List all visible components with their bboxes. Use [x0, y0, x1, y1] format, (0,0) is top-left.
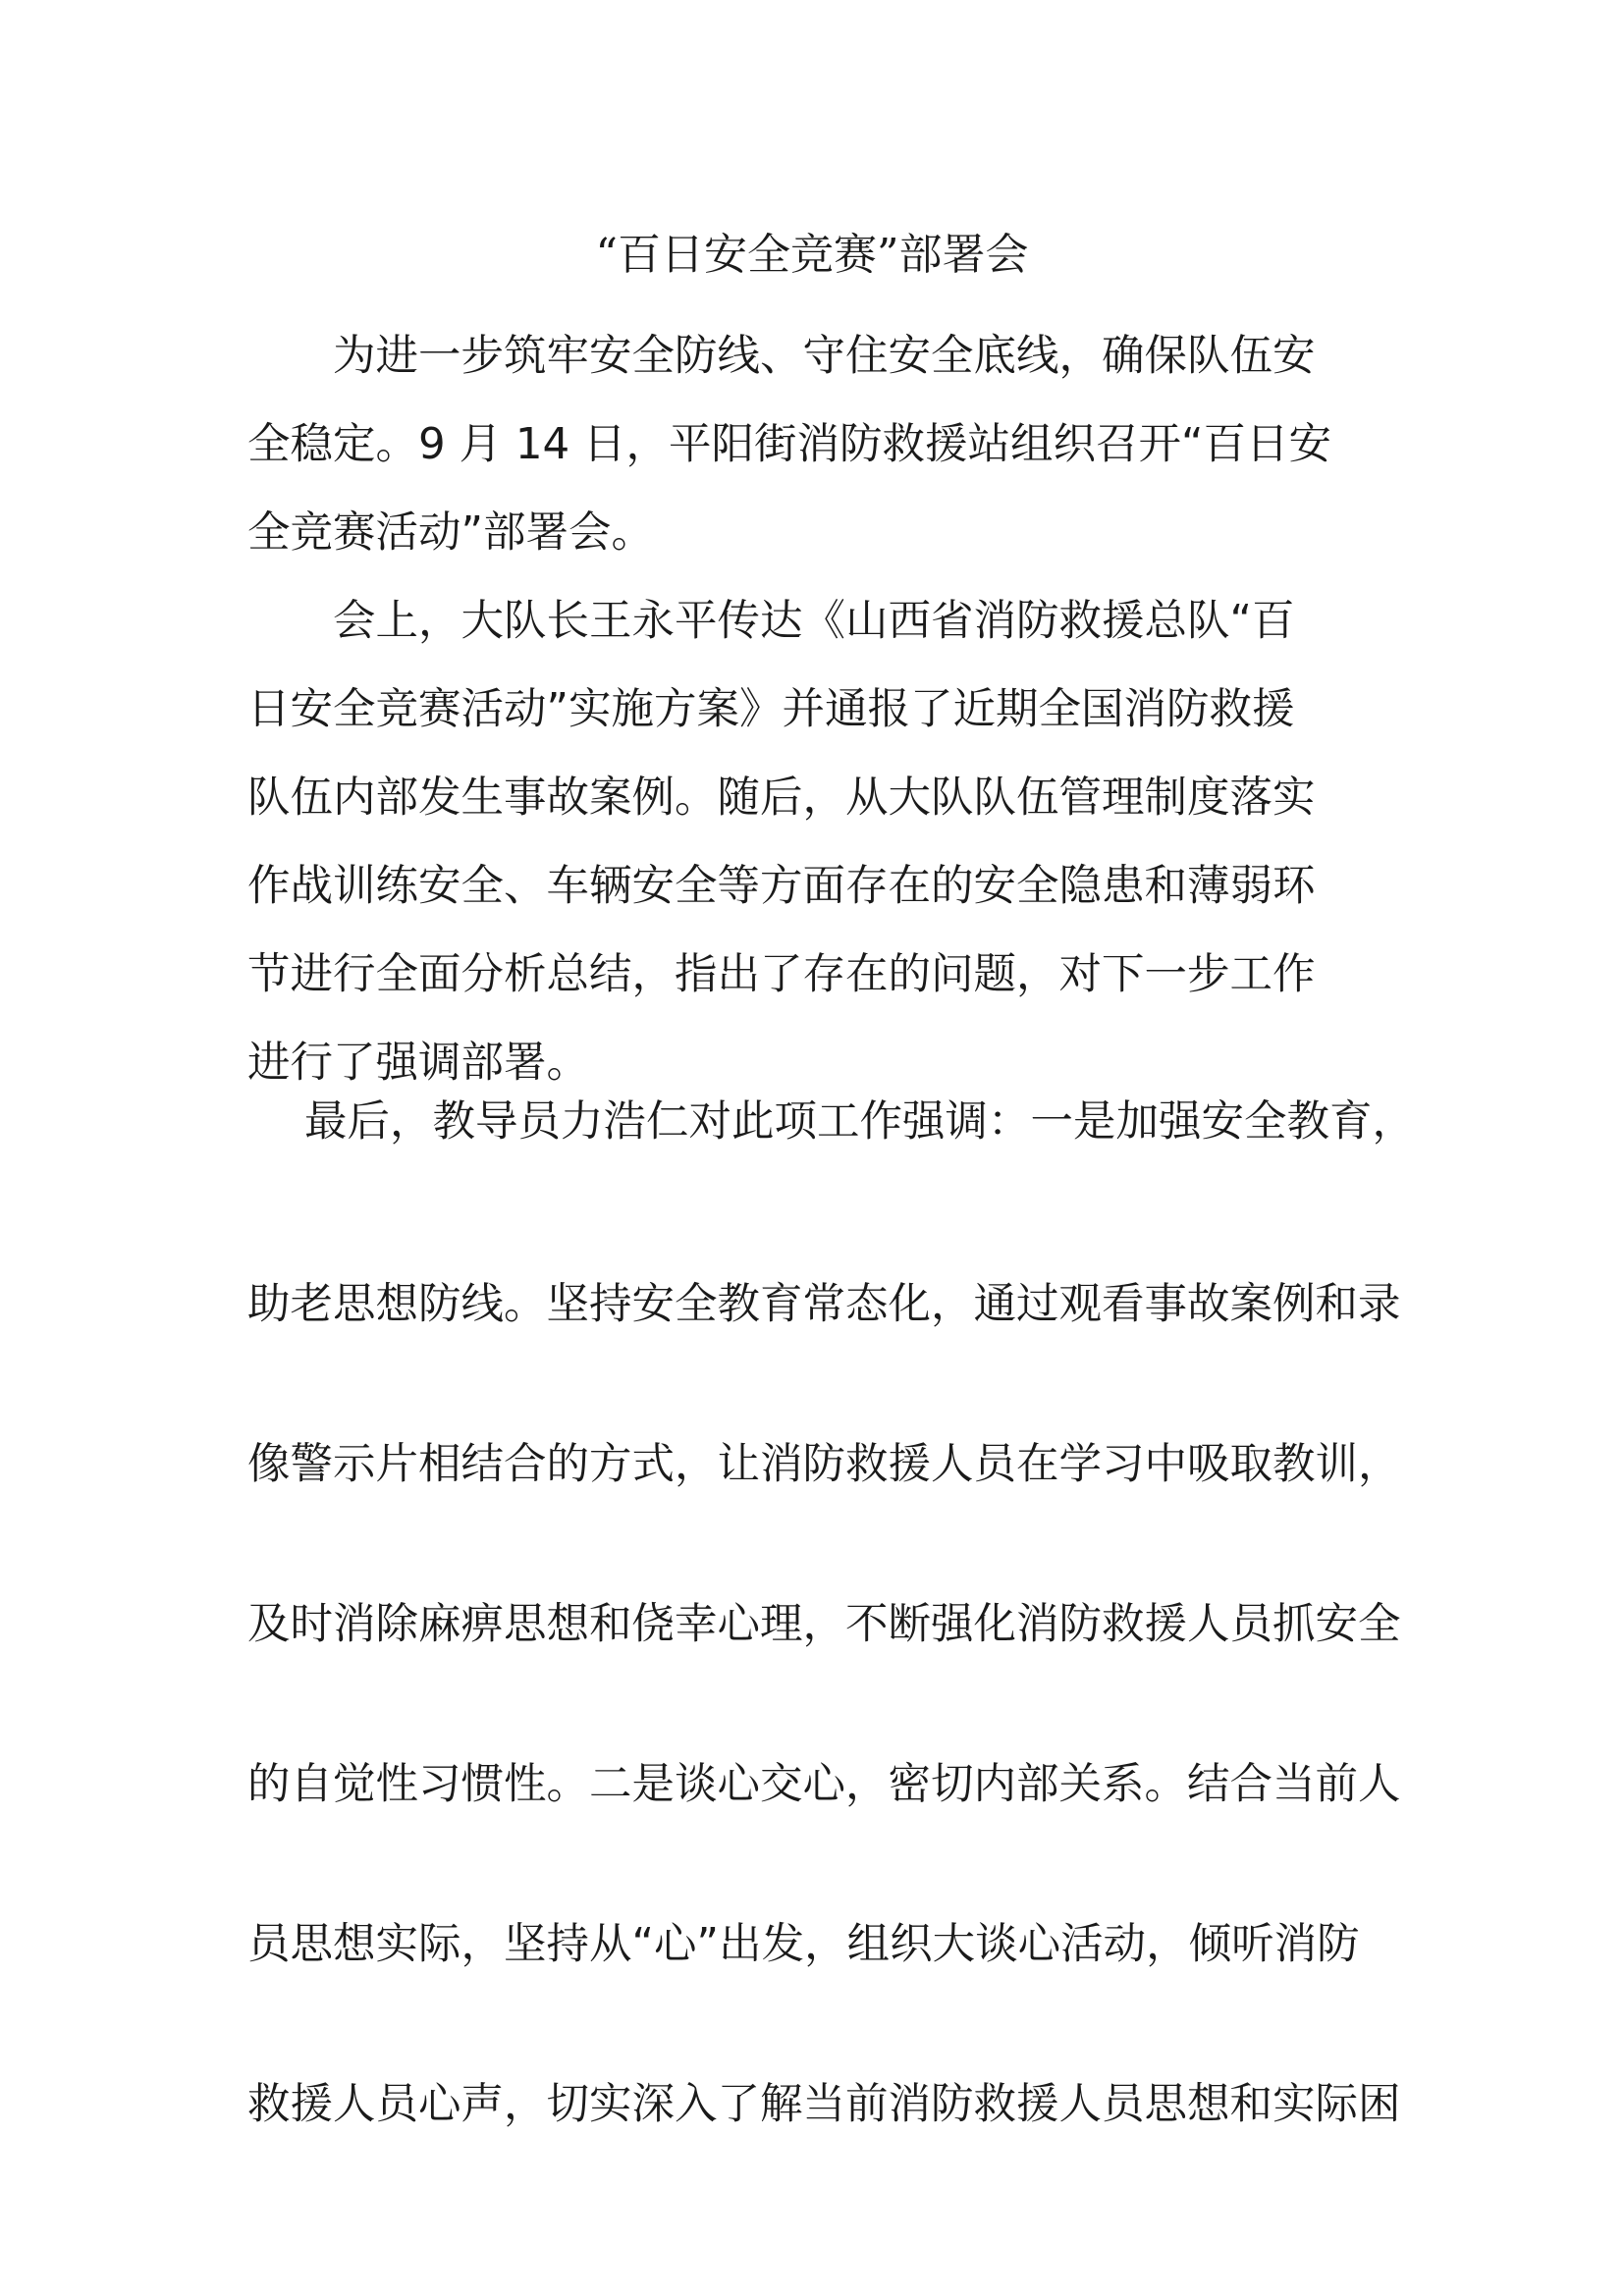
- paragraph-intro: [247, 312, 1406, 577]
- paragraph-line: 日安全竞赛活动”实施方案》并通报了近期全国消防救援: [247, 685, 1295, 734]
- paragraph-meeting: [247, 577, 1406, 1107]
- paragraph-line: 进行了强调部署。: [247, 1039, 589, 1088]
- paragraph-line: 队伍内部发生事故案例。随后，从大队队伍管理制度落实: [247, 774, 1316, 823]
- paragraph-line: 救援人员心声，切实深入了解当前消防救援人员思想和实际困: [247, 2080, 1401, 2129]
- paragraph-line: 全竞赛活动”部署会。: [247, 508, 655, 558]
- paragraph-line: 像警示片相结合的方式，让消防救援人员在学习中吸取教训，: [247, 1440, 1401, 1489]
- paragraph-line: 全稳定。9 月 14 日，平阳街消防救援站组织召开“百日安: [247, 420, 1332, 469]
- paragraph-line: 及时消除麻痹思想和侥幸心理，不断强化消防救援人员抓安全: [247, 1600, 1401, 1649]
- paragraph-conclusion-first-line: 最后，教导员力浩仁对此项工作强调：一是加强安全教育，: [304, 1097, 1415, 1147]
- paragraph-line: 为进一步筑牢安全防线、守住安全底线，确保队伍安: [333, 332, 1316, 381]
- paragraph-line: 节进行全面分析总结，指出了存在的问题，对下一步工作: [247, 950, 1316, 999]
- document-title: “百日安全竞赛”部署会: [595, 230, 1029, 280]
- paragraph-line: 员思想实际，坚持从“心”出发，组织大谈心活动，倾听消防: [247, 1920, 1360, 1969]
- paragraph-line: 作战训练安全、车辆安全等方面存在的安全隐患和薄弱环: [247, 862, 1316, 911]
- paragraph-line: 助老思想防线。坚持安全教育常态化，通过观看事故案例和录: [247, 1280, 1401, 1329]
- paragraph-line: 会上，大队长王永平传达《山西省消防救援总队“百: [333, 597, 1295, 646]
- paragraph-conclusion: [247, 1225, 1406, 2185]
- paragraph-line: 的自觉性习惯性。二是谈心交心，密切内部关系。结合当前人: [247, 1760, 1401, 1809]
